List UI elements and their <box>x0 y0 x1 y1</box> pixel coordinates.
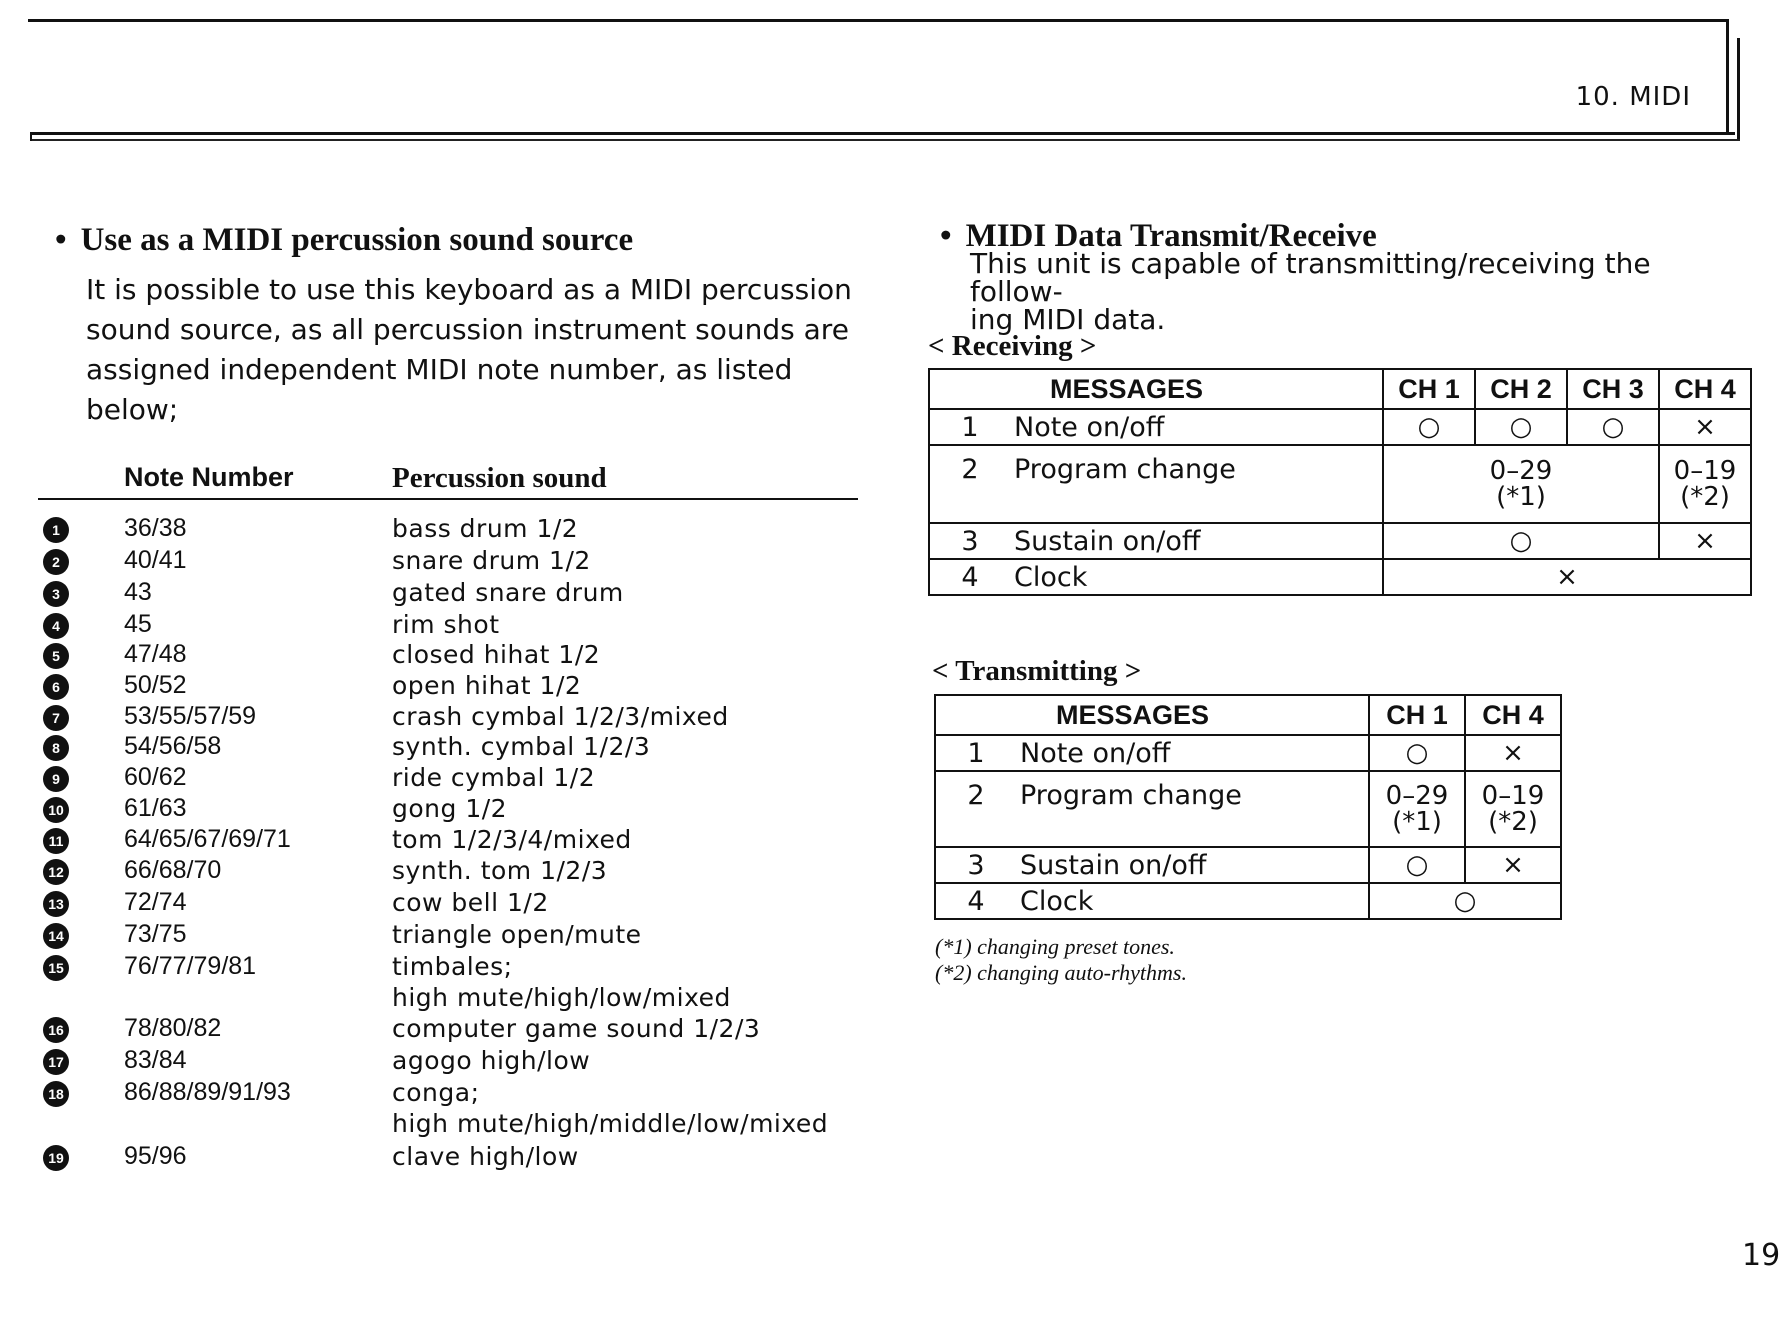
range-value: 0–29 <box>1489 456 1553 486</box>
program-range-ch1-3 <box>1383 445 1659 523</box>
row-index: 1 <box>935 735 1016 771</box>
note-number: 36/38 <box>124 514 187 542</box>
number-badge-icon: 1 <box>43 517 69 543</box>
row-index: 3 <box>935 847 1016 883</box>
table-row <box>929 559 1751 595</box>
row-message: Program change <box>1010 445 1383 523</box>
number-badge-icon: 19 <box>43 1145 69 1171</box>
number-badge-icon: 18 <box>43 1081 69 1107</box>
receiving-label: < Receiving > <box>928 330 1097 362</box>
list-item <box>0 952 880 1012</box>
list-item <box>0 702 880 732</box>
note-number: 64/65/67/69/71 <box>124 825 291 853</box>
percussion-sound: agogo high/low <box>392 1046 591 1075</box>
list-item <box>0 546 880 576</box>
bullet-icon: • <box>940 218 952 254</box>
percussion-sound: synth. cymbal 1/2/3 <box>392 732 651 761</box>
list-item <box>0 920 880 950</box>
percussion-sound: tom 1/2/3/4/mixed <box>392 825 632 854</box>
list-item <box>0 732 880 762</box>
number-badge-icon: 3 <box>43 581 69 607</box>
percussion-sound: snare drum 1/2 <box>392 546 591 575</box>
number-badge-icon: 5 <box>43 643 69 669</box>
list-item <box>0 640 880 670</box>
section-title-percussion <box>55 222 633 259</box>
number-badge-icon: 7 <box>43 705 69 731</box>
note-number: 45 <box>124 610 152 638</box>
percussion-sound: triangle open/mute <box>392 920 642 949</box>
transmitting-header-ch4: CH 4 <box>1465 695 1561 735</box>
note-number: 86/88/89/91/93 <box>124 1078 291 1106</box>
cross-icon: × <box>1383 559 1751 595</box>
row-index: 2 <box>935 771 1016 847</box>
percussion-sound: cow bell 1/2 <box>392 888 549 917</box>
cross-icon: × <box>1659 409 1751 445</box>
percussion-sound: gong 1/2 <box>392 794 508 823</box>
percussion-sound-detail: high mute/high/low/mixed <box>392 983 731 1012</box>
number-badge-icon: 10 <box>43 797 69 823</box>
table-row <box>929 445 1751 523</box>
list-item <box>0 514 880 544</box>
table-row <box>935 735 1561 771</box>
note-number: 53/55/57/59 <box>124 702 257 730</box>
number-badge-icon: 6 <box>43 674 69 700</box>
footnote-1: (*1) changing preset tones. <box>935 934 1175 959</box>
number-badge-icon: 8 <box>43 735 69 761</box>
table-row <box>935 883 1561 919</box>
program-range-ch4 <box>1659 445 1751 523</box>
table-row <box>929 523 1751 559</box>
list-item <box>0 888 880 918</box>
program-range-ch4 <box>1465 771 1561 847</box>
range-value: 0–19 <box>1481 781 1545 811</box>
circle-icon: ○ <box>1369 847 1465 883</box>
note-number: 76/77/79/81 <box>124 952 257 980</box>
table-row <box>929 409 1751 445</box>
list-item <box>0 763 880 793</box>
number-badge-icon: 2 <box>43 549 69 575</box>
circle-icon: ○ <box>1369 883 1561 919</box>
percussion-sound: ride cymbal 1/2 <box>392 763 596 792</box>
range-value: 0–29 <box>1385 781 1449 811</box>
range-note: (*2) <box>1488 807 1538 837</box>
number-badge-icon: 14 <box>43 923 69 949</box>
transmitting-label: < Transmitting > <box>932 655 1142 687</box>
note-number: 54/56/58 <box>124 732 222 760</box>
footnote-2: (*2) changing auto-rhythms. <box>935 960 1187 985</box>
list-item <box>0 578 880 608</box>
midi-paragraph-line-1: This unit is capable of transmitting/receiving the follow- <box>970 247 1651 308</box>
column-header-note: Note Number <box>124 462 294 492</box>
range-note: (*1) <box>1392 807 1442 837</box>
row-message: Program change <box>1016 771 1369 847</box>
number-badge-icon: 13 <box>43 891 69 917</box>
note-number: 95/96 <box>124 1142 187 1170</box>
list-item <box>0 610 880 640</box>
note-number: 73/75 <box>124 920 187 948</box>
note-number: 72/74 <box>124 888 187 916</box>
note-number: 47/48 <box>124 640 187 668</box>
note-number: 61/63 <box>124 794 187 822</box>
list-item <box>0 1046 880 1076</box>
range-note: (*1) <box>1496 482 1546 512</box>
row-message: Sustain on/off <box>1016 847 1369 883</box>
section-title-text: Use as a MIDI percussion sound source <box>80 222 634 258</box>
percussion-sound: clave high/low <box>392 1142 579 1171</box>
row-message: Clock <box>1016 883 1369 919</box>
note-number: 66/68/70 <box>124 856 222 884</box>
list-item <box>0 1142 880 1172</box>
section-title-text: MIDI Data Transmit/Receive <box>965 218 1377 254</box>
cross-icon: × <box>1465 735 1561 771</box>
note-number: 83/84 <box>124 1046 187 1074</box>
circle-icon: ○ <box>1369 735 1465 771</box>
list-item <box>0 825 880 855</box>
percussion-sound: rim shot <box>392 610 500 639</box>
receiving-header-ch2: CH 2 <box>1475 369 1567 409</box>
table-row <box>935 771 1561 847</box>
percussion-sound: closed hihat 1/2 <box>392 640 601 669</box>
percussion-sound: conga; <box>392 1078 480 1107</box>
transmitting-header-ch1: CH 1 <box>1369 695 1465 735</box>
note-number: 60/62 <box>124 763 187 791</box>
percussion-sound: computer game sound 1/2/3 <box>392 1014 761 1043</box>
percussion-sound: gated snare drum <box>392 578 624 607</box>
chapter-title: 10. MIDI <box>1575 82 1691 112</box>
header-rule-bottom-shadow <box>30 139 1740 141</box>
note-number: 78/80/82 <box>124 1014 222 1042</box>
range-note: (*2) <box>1680 482 1730 512</box>
percussion-sound: timbales; <box>392 952 513 981</box>
circle-icon: ○ <box>1567 409 1659 445</box>
receiving-header-messages: MESSAGES <box>929 369 1383 409</box>
percussion-sound: open hihat 1/2 <box>392 671 582 700</box>
percussion-sound: synth. tom 1/2/3 <box>392 856 608 885</box>
header-rule-top <box>28 19 1728 22</box>
receiving-table <box>928 368 1752 596</box>
number-badge-icon: 17 <box>43 1049 69 1075</box>
header-rule-side-shadow <box>1737 38 1740 141</box>
row-message: Clock <box>1010 559 1383 595</box>
list-item <box>0 794 880 824</box>
number-badge-icon: 16 <box>43 1017 69 1043</box>
number-badge-icon: 15 <box>43 955 69 981</box>
list-item <box>0 1078 880 1138</box>
row-message: Note on/off <box>1010 409 1383 445</box>
note-number: 43 <box>124 578 152 606</box>
page-number: 19 <box>1742 1238 1781 1273</box>
row-index: 4 <box>929 559 1010 595</box>
midi-paragraph-line-2: ing MIDI data. <box>970 303 1166 336</box>
circle-icon: ○ <box>1383 523 1659 559</box>
row-index: 1 <box>929 409 1010 445</box>
percussion-sound: crash cymbal 1/2/3/mixed <box>392 702 729 731</box>
cross-icon: × <box>1659 523 1751 559</box>
row-message: Note on/off <box>1016 735 1369 771</box>
row-index: 3 <box>929 523 1010 559</box>
header-rule-bottom <box>30 132 1735 135</box>
note-number: 50/52 <box>124 671 187 699</box>
cross-icon: × <box>1465 847 1561 883</box>
list-item <box>0 1014 880 1044</box>
row-index: 4 <box>935 883 1016 919</box>
percussion-sound: bass drum 1/2 <box>392 514 579 543</box>
transmitting-header-messages: MESSAGES <box>935 695 1369 735</box>
intro-paragraph: It is possible to use this keyboard as a MIDI percussion sound source, as all percussion instrument sounds are assigned independent MIDI note number, as listed below; <box>86 273 852 426</box>
number-badge-icon: 9 <box>43 766 69 792</box>
header-rule-stub <box>30 135 32 141</box>
row-index: 2 <box>929 445 1010 523</box>
circle-icon: ○ <box>1383 409 1475 445</box>
receiving-header-ch3: CH 3 <box>1567 369 1659 409</box>
list-item <box>0 671 880 701</box>
row-message: Sustain on/off <box>1010 523 1383 559</box>
receiving-header-ch4: CH 4 <box>1659 369 1751 409</box>
list-header-rule <box>38 498 858 500</box>
bullet-icon: • <box>55 222 67 258</box>
number-badge-icon: 4 <box>43 613 69 639</box>
table-row <box>935 847 1561 883</box>
receiving-header-ch1: CH 1 <box>1383 369 1475 409</box>
column-header-sound: Percussion sound <box>392 462 607 494</box>
note-number: 40/41 <box>124 546 187 574</box>
list-item <box>0 856 880 886</box>
percussion-sound-detail: high mute/high/middle/low/mixed <box>392 1109 829 1138</box>
midi-paragraph <box>970 247 1750 336</box>
number-badge-icon: 11 <box>43 828 69 854</box>
program-range-ch1 <box>1369 771 1465 847</box>
circle-icon: ○ <box>1475 409 1567 445</box>
header-rule-side <box>1726 19 1729 134</box>
transmitting-table <box>934 694 1562 920</box>
range-value: 0–19 <box>1673 456 1737 486</box>
number-badge-icon: 12 <box>43 859 69 885</box>
